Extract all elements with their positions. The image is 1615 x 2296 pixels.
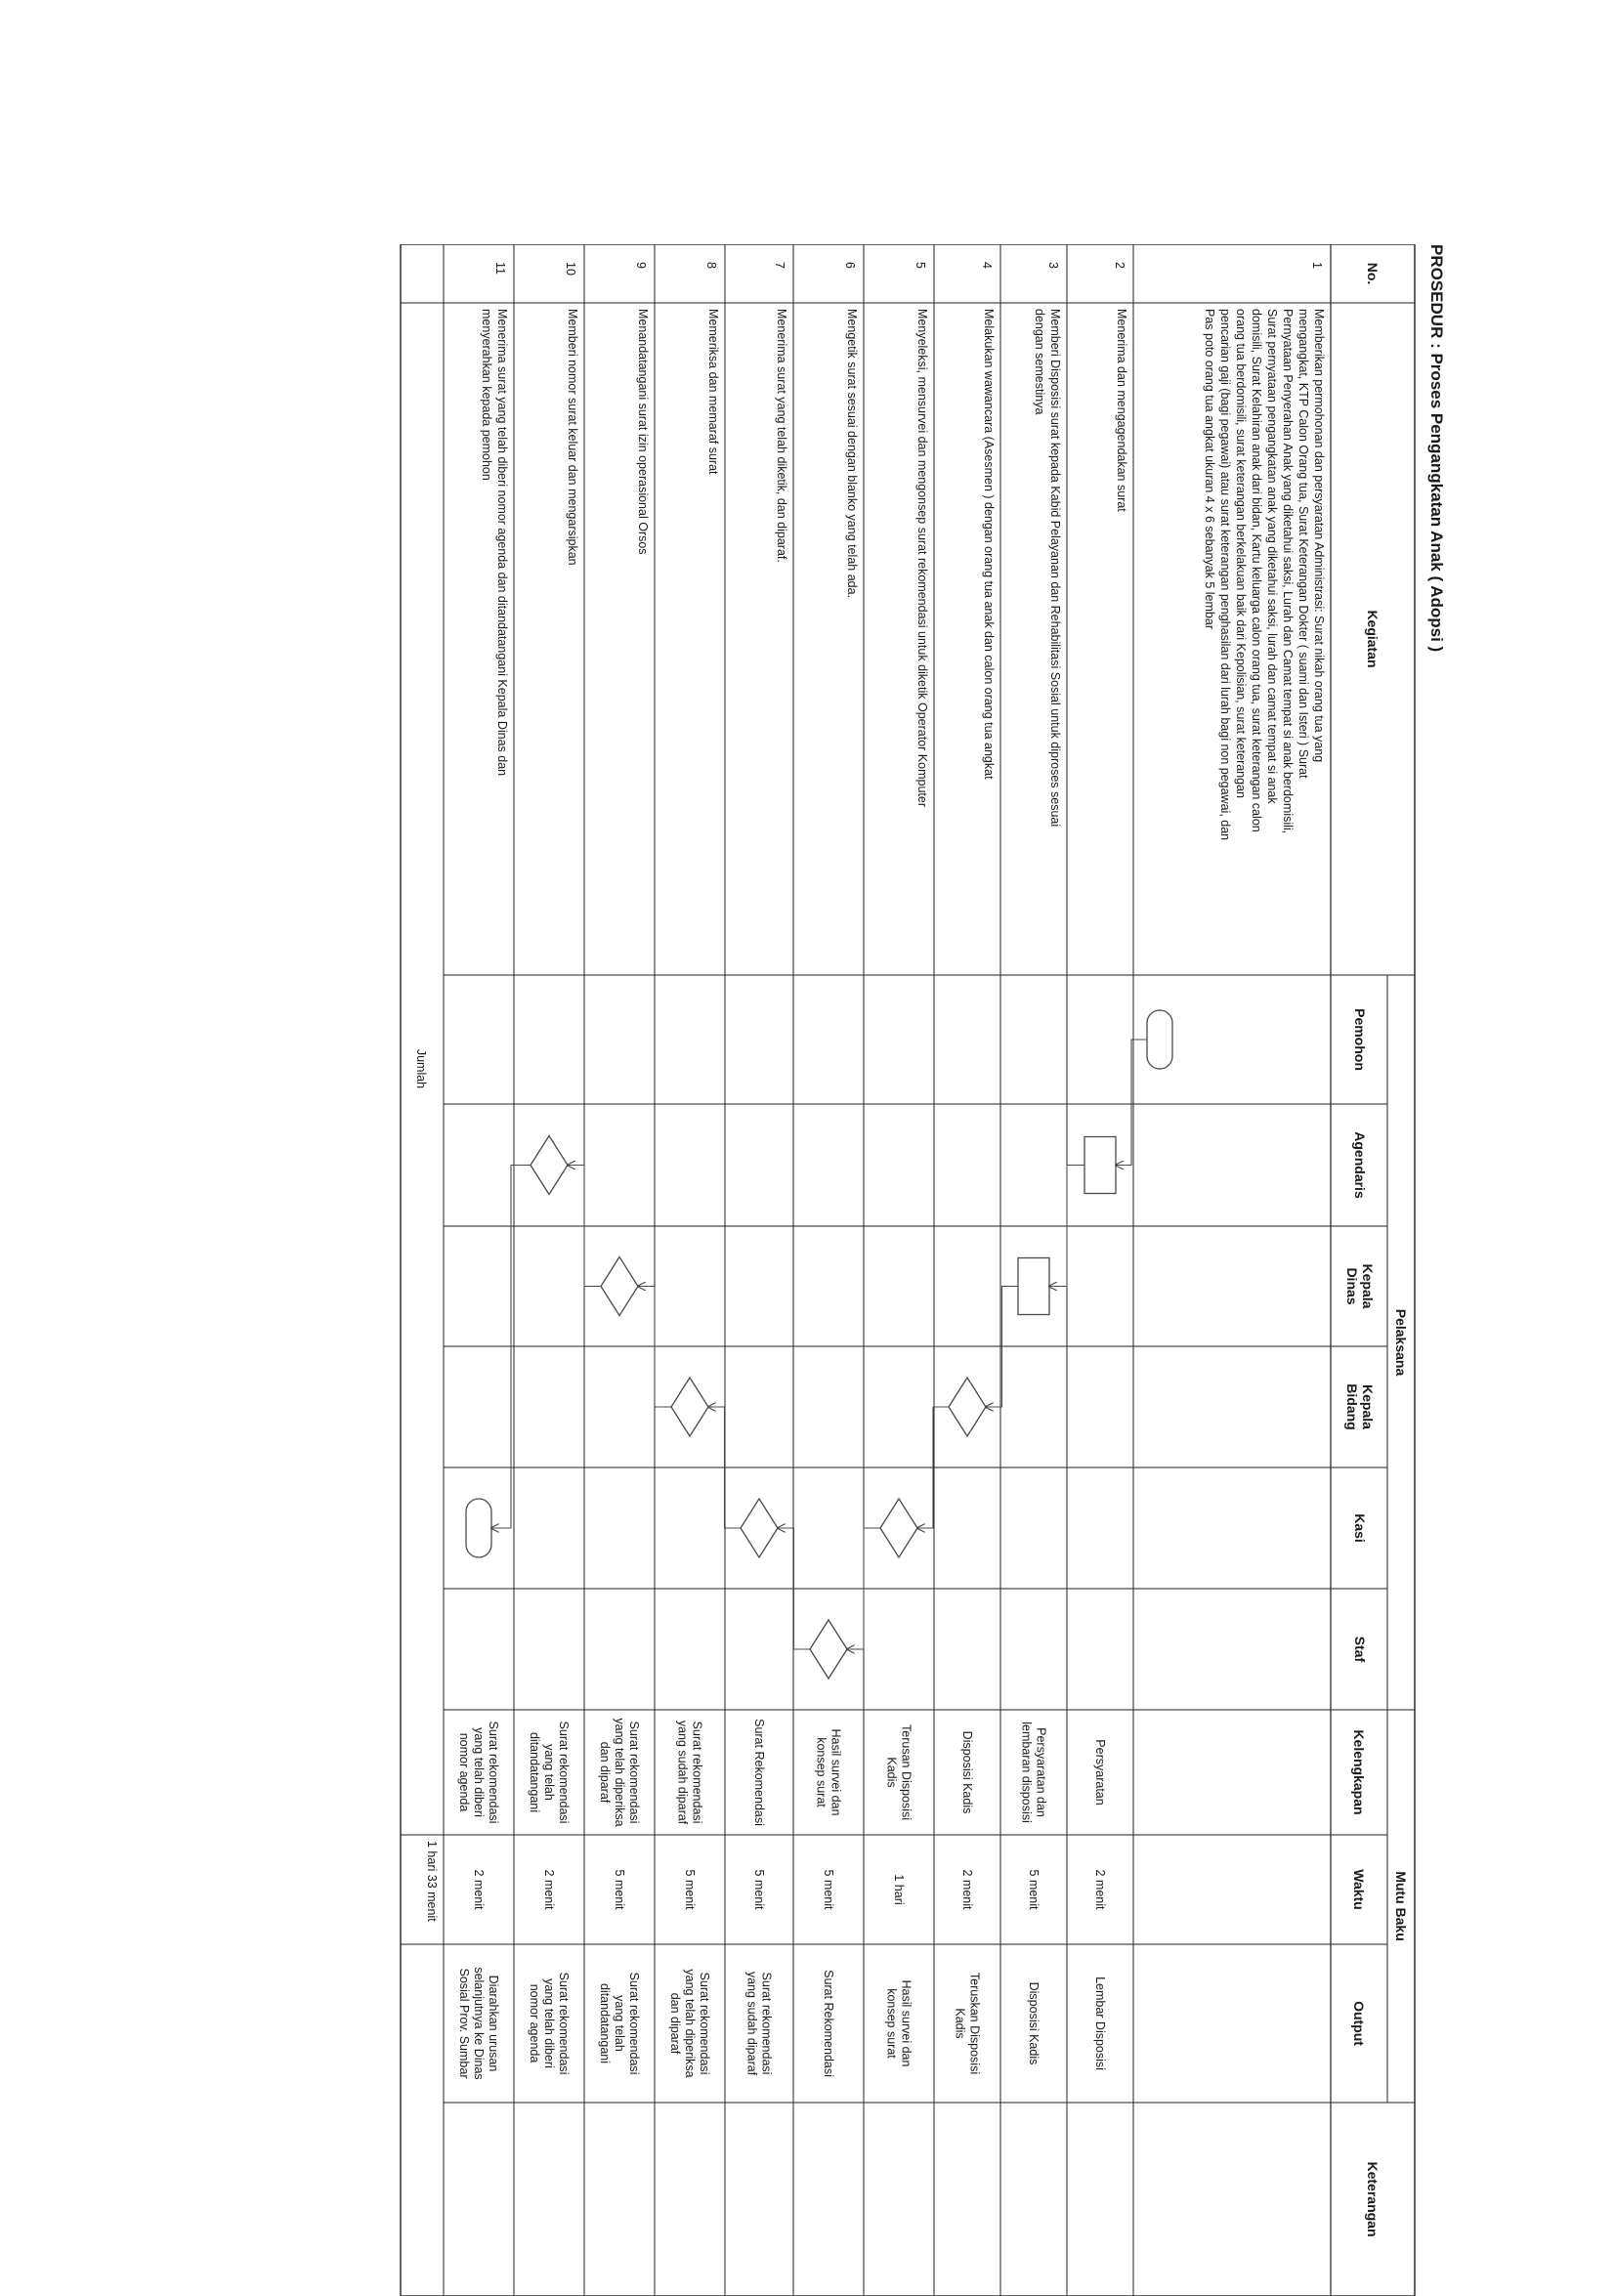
- flow-process-3: [1018, 1258, 1049, 1315]
- row-kegiatan: Pernyataan Penyerahan Anak yang diketahui saksi, Lurah dan Camat tempat si anak berdomisili,: [1281, 309, 1295, 834]
- row-kelengkapan: Surat rekomendasi: [690, 1721, 704, 1824]
- row-output: konsep surat: [884, 1988, 899, 2059]
- header-waktu: Waktu: [1351, 1869, 1367, 1910]
- row-waktu: 2 menit: [1093, 1869, 1107, 1910]
- row-output: selanjutnya ke Dinas: [472, 1967, 486, 2080]
- row-output: Surat rekomendasi: [627, 1972, 641, 2075]
- row-output: yang telah: [613, 1995, 626, 2052]
- row-waktu: 5 menit: [613, 1869, 626, 1910]
- row-kegiatan: mengangkat, KTP Calon Orang tua, Surat Keterangan Dokter ( suami dan Isteri ) Surat: [1296, 309, 1310, 779]
- row-kelengkapan: Disposisi Kadis: [960, 1730, 974, 1814]
- row-number: 11: [493, 262, 507, 275]
- row-kelengkapan: Kadis: [884, 1757, 899, 1788]
- table-row: [598, 262, 650, 2074]
- row-kelengkapan: Persyaratan dan: [1034, 1727, 1048, 1817]
- rotated-document-sheet: [274, 244, 1446, 2296]
- row-waktu: 5 menit: [683, 1869, 697, 1910]
- row-output: nomor agenda: [528, 1983, 541, 2063]
- table-headers: [1344, 263, 1409, 2237]
- row-kelengkapan: Terusan Disposisi: [899, 1724, 914, 1820]
- row-output: Hasil survei dan: [899, 1979, 914, 2067]
- flow-decision-4: [949, 1378, 986, 1436]
- row-number: 7: [773, 262, 786, 269]
- header-pelaksana: Pelaksana: [1393, 1308, 1409, 1377]
- row-output: Surat rekomendasi: [698, 1972, 711, 2075]
- row-output: yang sudah diparaf: [744, 1971, 759, 2076]
- row-kegiatan: Memberikan permohonan dan persyaratan Administrasi: Surat nikah orang tua yang: [1312, 309, 1326, 763]
- header-kelengkapan: Kelengkapan: [1351, 1729, 1367, 1815]
- footer-total-waktu: 1 hari 33 menit: [425, 1841, 439, 1922]
- row-number: 8: [704, 262, 718, 269]
- row-number: 10: [564, 262, 577, 276]
- row-kegiatan: Menerima dan mengagendakan surat: [1115, 309, 1128, 512]
- flow-terminator-11: [466, 1499, 491, 1557]
- row-number: 4: [980, 262, 994, 269]
- row-kegiatan: Memberi nomor surat keluar dan mengarsipkan: [566, 309, 579, 566]
- row-kelengkapan: yang telah: [542, 1744, 556, 1801]
- row-number: 2: [1113, 262, 1126, 269]
- row-output: Disposisi Kadis: [1027, 1981, 1041, 2065]
- row-kegiatan: domisili, Surat Kelahiran anak dari bidan, Kartu keluarga calon orang tua, surat keterangan calon: [1250, 309, 1263, 832]
- row-waktu: 5 menit: [1027, 1869, 1041, 1910]
- row-number: 6: [843, 262, 857, 269]
- document-title: PROSEDUR : Proses Pengangkatan Anak ( Adopsi ): [1427, 244, 1446, 653]
- row-kelengkapan: Surat Rekomendasi: [752, 1719, 766, 1826]
- row-number: 9: [634, 262, 648, 269]
- header-kegiatan: Kegiatan: [1365, 610, 1381, 668]
- flow-connector: [1116, 1040, 1147, 1166]
- row-waktu: 2 menit: [542, 1869, 556, 1910]
- row-output: Diarahkan urusan: [487, 1975, 500, 2072]
- flow-decision-10: [531, 1136, 568, 1195]
- row-kegiatan: dengan semestinya: [1033, 309, 1046, 415]
- header-keterangan: Keterangan: [1365, 2161, 1381, 2237]
- row-number: 1: [1310, 262, 1324, 269]
- row-output: Surat rekomendasi: [759, 1972, 774, 2075]
- row-waktu: 1 hari: [892, 1874, 906, 1905]
- row-output: Surat rekomendasi: [557, 1972, 571, 2075]
- row-kegiatan: Menerima surat yang telah diberi nomor agenda dan ditandatangani Kepala Dinas dan: [495, 309, 509, 777]
- row-kegiatan: Menyeleksi, mensurvei dan mengonsep surat rekomendasi untuk diketik Operator Komputer: [915, 309, 929, 807]
- row-kelengkapan: yang telah diberi: [472, 1727, 486, 1817]
- row-output: Surat Rekomendasi: [822, 1970, 835, 2077]
- table-row: [457, 262, 509, 2080]
- table-row: [745, 262, 789, 2076]
- row-output: Teruskan Disposisi: [967, 1972, 982, 2075]
- flow-decision-7: [741, 1499, 778, 1557]
- flow-terminator-1: [1147, 1010, 1172, 1069]
- header-no: No.: [1365, 262, 1381, 285]
- row-kelengkapan: lembaran disposisi: [1019, 1722, 1034, 1823]
- table-row: [954, 262, 997, 2074]
- header-mutu-baku: Mutu Baku: [1393, 1871, 1409, 1941]
- footer-jumlah-label: Jumlah: [414, 1048, 428, 1089]
- row-output: yang telah diberi: [542, 1978, 556, 2068]
- row-waktu: 2 menit: [472, 1869, 486, 1910]
- row-kelengkapan: yang sudah diparaf: [675, 1720, 690, 1825]
- row-kegiatan: menyerahkan kepada pemohon: [480, 309, 493, 481]
- row-kelengkapan: Surat rekomendasi: [627, 1721, 641, 1824]
- row-kegiatan: Memeriksa dan memaraf surat: [706, 309, 720, 475]
- row-output: Lembar Disposisi: [1093, 1977, 1107, 2070]
- row-number: 3: [1046, 262, 1060, 269]
- row-kelengkapan: Surat rekomendasi: [557, 1721, 571, 1824]
- row-kelengkapan: yang telah diperiksa: [613, 1718, 626, 1827]
- row-kegiatan: Menandatangani surat izin operasional Orsos: [636, 309, 650, 555]
- row-waktu: 5 menit: [822, 1869, 835, 1910]
- row-kegiatan: Melakukan wawancara (Asesmen ) dengan orang tua anak dan calon orang tua angkat: [982, 309, 996, 780]
- row-waktu: 2 menit: [960, 1869, 974, 1910]
- row-output: yang telah diperiksa: [683, 1969, 697, 2078]
- row-output: ditandatangani: [598, 1982, 612, 2064]
- row-kegiatan: Pas poto orang tua angkat ukuran 4 x 6 sebanyak 5 lembar: [1203, 309, 1216, 629]
- row-waktu: 5 menit: [752, 1869, 766, 1910]
- header-lane-0: Pemohon: [1352, 1008, 1368, 1071]
- flow-process-2: [1084, 1137, 1116, 1194]
- row-kelengkapan: Persyaratan: [1093, 1739, 1107, 1806]
- row-kegiatan: Menerima surat yang telah diketik, dan diparaf.: [775, 309, 788, 563]
- row-kegiatan: Mengetik surat sesuai dengan blanko yang telah ada.: [845, 309, 859, 599]
- row-kelengkapan: Hasil survei dan: [829, 1728, 843, 1816]
- header-lane-1: Agendaris: [1352, 1131, 1368, 1199]
- header-lane-2: Kepala: [1360, 1263, 1376, 1309]
- row-output: Kadis: [953, 2008, 967, 2039]
- flow-decision-6: [810, 1620, 847, 1679]
- table-footer: [414, 1049, 439, 1922]
- header-lane-3: Bidang: [1344, 1383, 1360, 1430]
- flow-decision-9: [601, 1257, 638, 1316]
- row-kelengkapan: Surat rekomendasi: [487, 1721, 500, 1824]
- flow-decision-8: [671, 1378, 708, 1436]
- table-row: [885, 262, 930, 2067]
- header-lane-2: Dinas: [1344, 1267, 1360, 1305]
- row-output: dan diparaf: [668, 1992, 682, 2055]
- row-kelengkapan: dan diparaf: [598, 1741, 612, 1804]
- row-kelengkapan: nomor agenda: [457, 1732, 471, 1812]
- row-kelengkapan: konsep surat: [814, 1737, 829, 1807]
- header-output: Output: [1351, 2001, 1367, 2046]
- flow-decision-5: [880, 1499, 917, 1557]
- table-row: [1203, 262, 1326, 840]
- table-row: [815, 262, 860, 2077]
- row-kegiatan: pencarian gaji (bagi pegawai) atau surat keterangan penghasilan dari lurah bagi non pegawai, dan: [1218, 309, 1232, 841]
- table-row: [1020, 262, 1063, 2064]
- procedure-table: [274, 244, 1446, 2296]
- row-kegiatan: orang tua berdomisili, surat keterangan berkelakuan baik dari Kepolisian, surat keterangan: [1234, 309, 1248, 798]
- row-output: Sosial Prov. Sumbar: [457, 1968, 471, 2079]
- header-lane-4: Kasi: [1352, 1513, 1368, 1543]
- row-number: 5: [914, 262, 927, 269]
- header-lane-3: Kepala: [1360, 1384, 1376, 1429]
- row-kegiatan: Memberi Disposisi surat kepada Kabid Pelayanan dan Rehabilitasi Sosial untuk diproses sesuai: [1048, 309, 1062, 828]
- header-lane-5: Staf: [1352, 1636, 1368, 1663]
- row-kegiatan: Surat pernyataan pengangkatan anak yang diketahui saksi, lurah dan camat tempat si anak: [1265, 309, 1279, 804]
- table-rows: [457, 262, 1326, 2080]
- table-row: [668, 262, 720, 2078]
- row-kelengkapan: ditandatangani: [528, 1731, 541, 1813]
